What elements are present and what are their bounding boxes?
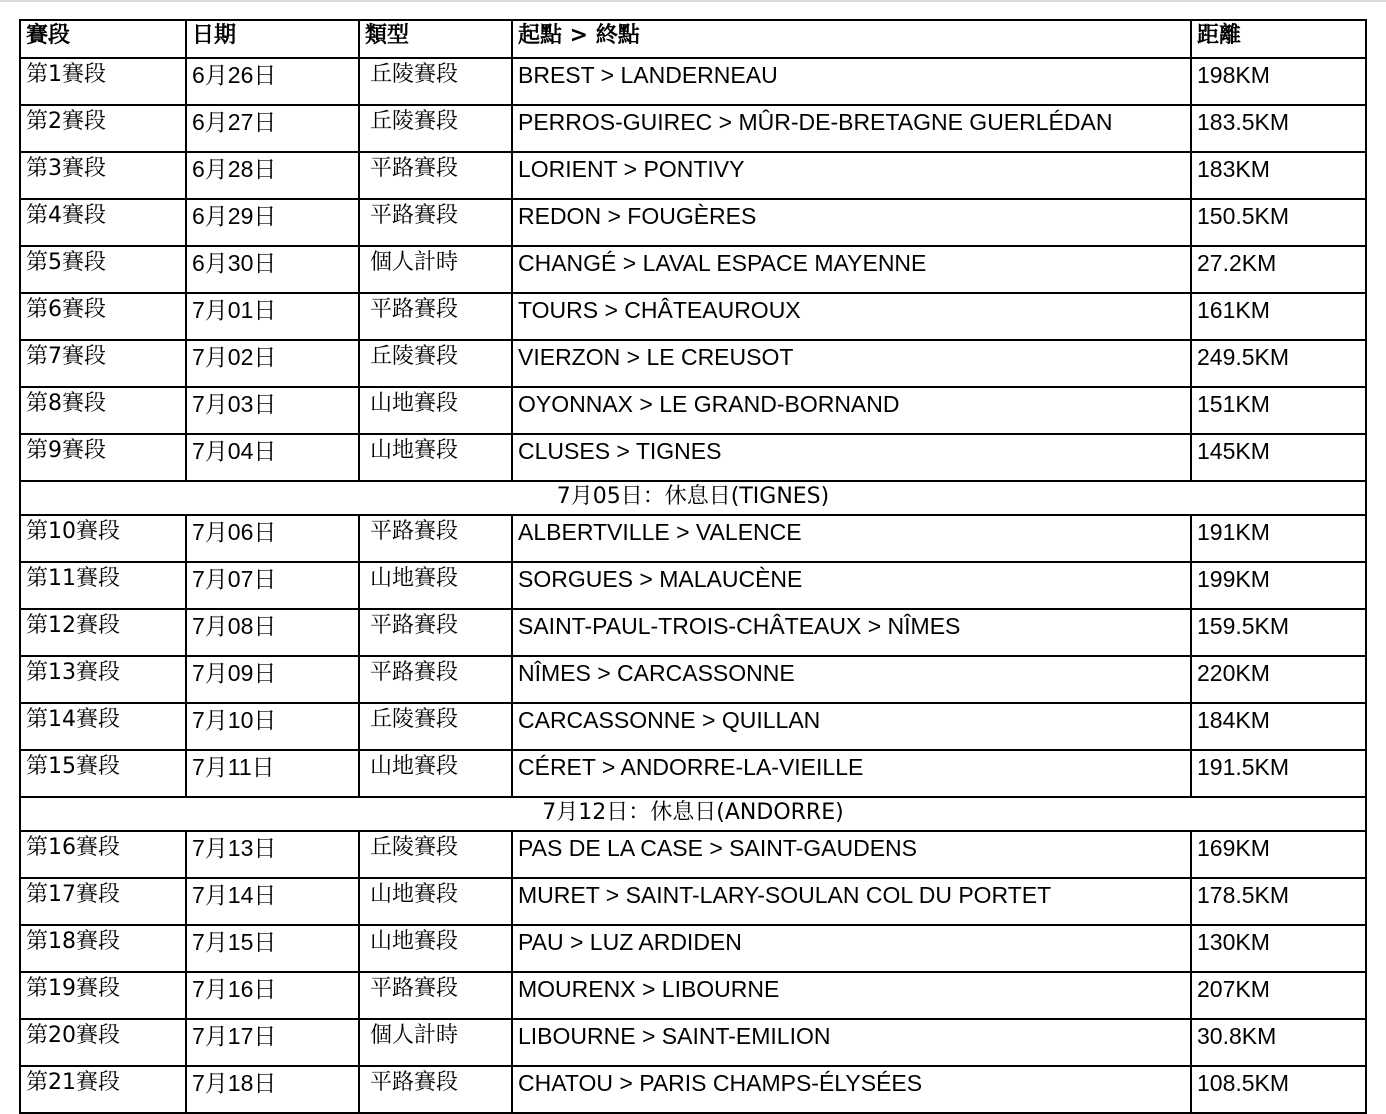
date-cell: 7月15日 (186, 925, 359, 972)
table-row (20, 562, 1366, 609)
date-cell: 7月10日 (186, 703, 359, 750)
type-cell: 平路賽段 (359, 972, 512, 1019)
stage-cell: 第5賽段 (20, 246, 186, 293)
table-row (20, 387, 1366, 434)
table-body (20, 58, 1366, 1113)
type-cell: 山地賽段 (359, 387, 512, 434)
date-cell: 6月27日 (186, 105, 359, 152)
stage-cell: 第12賽段 (20, 609, 186, 656)
header-type: 類型 (359, 20, 512, 58)
table-row (20, 656, 1366, 703)
distance-cell: 161KM (1191, 293, 1366, 340)
distance-cell: 108.5KM (1191, 1066, 1366, 1113)
type-cell: 山地賽段 (359, 925, 512, 972)
distance-cell: 191KM (1191, 515, 1366, 562)
header-route: 起點 > 終點 (512, 20, 1191, 58)
header-distance: 距離 (1191, 20, 1366, 58)
distance-cell: 178.5KM (1191, 878, 1366, 925)
date-cell: 6月29日 (186, 199, 359, 246)
rest-day-row (20, 481, 1366, 515)
stage-cell: 第7賽段 (20, 340, 186, 387)
stage-cell: 第17賽段 (20, 878, 186, 925)
table-row (20, 1019, 1366, 1066)
stage-cell: 第10賽段 (20, 515, 186, 562)
route-cell: OYONNAX > LE GRAND-BORNAND (512, 387, 1191, 434)
type-cell: 山地賽段 (359, 750, 512, 797)
date-cell: 7月03日 (186, 387, 359, 434)
type-cell: 平路賽段 (359, 152, 512, 199)
distance-cell: 183KM (1191, 152, 1366, 199)
distance-cell: 159.5KM (1191, 609, 1366, 656)
table-header-row (20, 20, 1366, 58)
date-cell: 7月16日 (186, 972, 359, 1019)
route-cell: SAINT-PAUL-TROIS-CHÂTEAUX > NÎMES (512, 609, 1191, 656)
date-cell: 7月13日 (186, 831, 359, 878)
table-row (20, 703, 1366, 750)
route-cell: VIERZON > LE CREUSOT (512, 340, 1191, 387)
distance-cell: 220KM (1191, 656, 1366, 703)
route-cell: SORGUES > MALAUCÈNE (512, 562, 1191, 609)
route-cell: CARCASSONNE > QUILLAN (512, 703, 1191, 750)
type-cell: 個人計時 (359, 246, 512, 293)
date-cell: 6月28日 (186, 152, 359, 199)
date-cell: 7月18日 (186, 1066, 359, 1113)
type-cell: 平路賽段 (359, 515, 512, 562)
date-cell: 7月17日 (186, 1019, 359, 1066)
rest-day-label: 7月12日：休息日(ANDORRE) (542, 800, 844, 825)
route-cell: CLUSES > TIGNES (512, 434, 1191, 481)
type-cell: 山地賽段 (359, 878, 512, 925)
distance-cell: 184KM (1191, 703, 1366, 750)
stage-cell: 第3賽段 (20, 152, 186, 199)
header-stage: 賽段 (20, 20, 186, 58)
stage-cell: 第9賽段 (20, 434, 186, 481)
distance-cell: 199KM (1191, 562, 1366, 609)
stage-cell: 第4賽段 (20, 199, 186, 246)
table-row (20, 434, 1366, 481)
date-cell: 6月30日 (186, 246, 359, 293)
table-row (20, 246, 1366, 293)
route-cell: CÉRET > ANDORRE-LA-VIEILLE (512, 750, 1191, 797)
route-cell: NÎMES > CARCASSONNE (512, 656, 1191, 703)
route-cell: MOURENX > LIBOURNE (512, 972, 1191, 1019)
distance-cell: 249.5KM (1191, 340, 1366, 387)
stage-cell: 第14賽段 (20, 703, 186, 750)
route-cell: ALBERTVILLE > VALENCE (512, 515, 1191, 562)
route-cell: BREST > LANDERNEAU (512, 58, 1191, 105)
type-cell: 丘陵賽段 (359, 831, 512, 878)
stage-cell: 第2賽段 (20, 105, 186, 152)
stage-cell: 第6賽段 (20, 293, 186, 340)
rest-day-cell (20, 797, 1366, 831)
stage-cell: 第11賽段 (20, 562, 186, 609)
type-cell: 平路賽段 (359, 293, 512, 340)
table-row (20, 293, 1366, 340)
table-row (20, 199, 1366, 246)
distance-cell: 30.8KM (1191, 1019, 1366, 1066)
table-row (20, 105, 1366, 152)
table-row (20, 152, 1366, 199)
type-cell: 平路賽段 (359, 609, 512, 656)
stage-cell: 第20賽段 (20, 1019, 186, 1066)
table-row (20, 878, 1366, 925)
date-cell: 7月11日 (186, 750, 359, 797)
distance-cell: 150.5KM (1191, 199, 1366, 246)
distance-cell: 151KM (1191, 387, 1366, 434)
table-row (20, 515, 1366, 562)
type-cell: 平路賽段 (359, 656, 512, 703)
route-cell: LORIENT > PONTIVY (512, 152, 1191, 199)
route-cell: LIBOURNE > SAINT-EMILION (512, 1019, 1191, 1066)
date-cell: 7月02日 (186, 340, 359, 387)
type-cell: 山地賽段 (359, 434, 512, 481)
table-row (20, 750, 1366, 797)
stage-cell: 第16賽段 (20, 831, 186, 878)
rest-day-row (20, 797, 1366, 831)
distance-cell: 207KM (1191, 972, 1366, 1019)
stage-schedule-table (19, 19, 1367, 1114)
header-date: 日期 (186, 20, 359, 58)
table-row (20, 925, 1366, 972)
type-cell: 個人計時 (359, 1019, 512, 1066)
distance-cell: 198KM (1191, 58, 1366, 105)
stage-cell: 第21賽段 (20, 1066, 186, 1113)
distance-cell: 27.2KM (1191, 246, 1366, 293)
table-row (20, 1066, 1366, 1113)
distance-cell: 183.5KM (1191, 105, 1366, 152)
top-divider (0, 0, 1386, 2)
date-cell: 7月14日 (186, 878, 359, 925)
distance-cell: 191.5KM (1191, 750, 1366, 797)
type-cell: 平路賽段 (359, 199, 512, 246)
route-cell: REDON > FOUGÈRES (512, 199, 1191, 246)
type-cell: 丘陵賽段 (359, 105, 512, 152)
stage-cell: 第15賽段 (20, 750, 186, 797)
type-cell: 丘陵賽段 (359, 340, 512, 387)
distance-cell: 145KM (1191, 434, 1366, 481)
date-cell: 7月08日 (186, 609, 359, 656)
route-cell: MURET > SAINT-LARY-SOULAN COL DU PORTET (512, 878, 1191, 925)
type-cell: 山地賽段 (359, 562, 512, 609)
table-row (20, 831, 1366, 878)
date-cell: 7月06日 (186, 515, 359, 562)
date-cell: 7月01日 (186, 293, 359, 340)
date-cell: 7月04日 (186, 434, 359, 481)
distance-cell: 169KM (1191, 831, 1366, 878)
date-cell: 6月26日 (186, 58, 359, 105)
route-cell: PAS DE LA CASE > SAINT-GAUDENS (512, 831, 1191, 878)
route-cell: TOURS > CHÂTEAUROUX (512, 293, 1191, 340)
stage-cell: 第19賽段 (20, 972, 186, 1019)
stage-cell: 第13賽段 (20, 656, 186, 703)
stage-cell: 第1賽段 (20, 58, 186, 105)
route-cell: CHATOU > PARIS CHAMPS-ÉLYSÉES (512, 1066, 1191, 1113)
stage-cell: 第18賽段 (20, 925, 186, 972)
rest-day-label: 7月05日：休息日(TIGNES) (556, 484, 830, 509)
stage-cell: 第8賽段 (20, 387, 186, 434)
route-cell: CHANGÉ > LAVAL ESPACE MAYENNE (512, 246, 1191, 293)
type-cell: 丘陵賽段 (359, 58, 512, 105)
type-cell: 丘陵賽段 (359, 703, 512, 750)
route-cell: PERROS-GUIREC > MÛR-DE-BRETAGNE GUERLÉDAN (512, 105, 1191, 152)
type-cell: 平路賽段 (359, 1066, 512, 1113)
table-row (20, 972, 1366, 1019)
table-row (20, 609, 1366, 656)
route-cell: PAU > LUZ ARDIDEN (512, 925, 1191, 972)
rest-day-cell (20, 481, 1366, 515)
date-cell: 7月09日 (186, 656, 359, 703)
table-row (20, 58, 1366, 105)
table-row (20, 340, 1366, 387)
date-cell: 7月07日 (186, 562, 359, 609)
distance-cell: 130KM (1191, 925, 1366, 972)
